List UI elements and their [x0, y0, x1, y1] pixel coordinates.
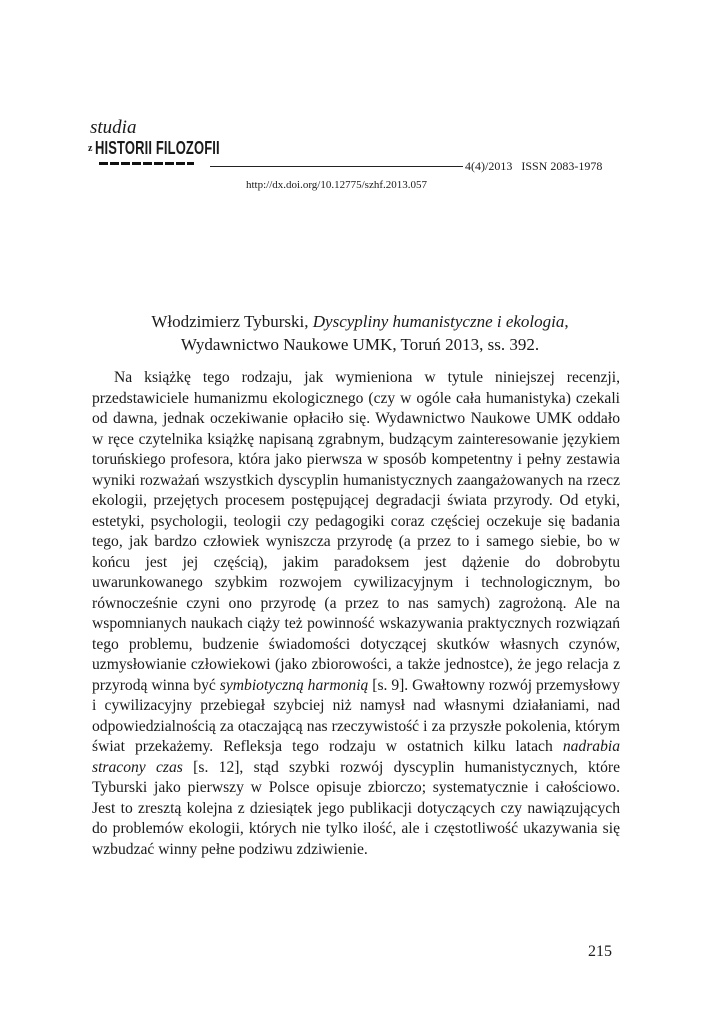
paragraph-text-c: [s. 12], stąd szybki rozwój dyscyplin humanistycznych, które Tyburski jako pierwszy w Polsce opisuje zbiorczo; systematycznie i całościowo. Jest to zresztą kolejna z dziesiątek jego publikacji dotyczących czy nawiązujących do problemów ekologii, których nie tylko ilość, ale i częstotliwość ukazywania się wzbudzać winny pełne podziwu zdziwienie. — [92, 758, 620, 858]
logo-title: HISTORII FILOZOFII — [95, 138, 221, 158]
paragraph-italic-2: nadrabia stracony czas — [92, 738, 620, 776]
doi-link[interactable]: http://dx.doi.org/10.12775/szhf.2013.057 — [246, 179, 427, 191]
logo-studia: studia — [90, 117, 137, 138]
logo-row — [88, 138, 221, 158]
citation-comma: , — [564, 312, 569, 331]
review-paragraph — [92, 368, 620, 860]
book-citation — [100, 310, 620, 356]
logo-z: z — [88, 143, 93, 154]
citation-author: Włodzimierz Tyburski, — [151, 312, 313, 331]
page-number: 215 — [588, 943, 612, 960]
paragraph-text-a: Na książkę tego rodzaju, jak wymieniona w tytule niniejszej recenzji, przedstawiciele humanizmu ekologicznego (czy w ogóle cała humanistyka) czekali od dawna, jednak oczekiwanie opłaciło się. Wydawnictwo Naukowe UMK oddało w ręce czytelnika książkę napisaną zgrabnym, budzącym zainteresowanie językiem toruńskiego profesora, która jako pierwsza w sposób kompetentny i pełny zestawia wyniki rozważań wszystkich dyscyplin humanistycznych zaangażowanych na rzecz ekologii, przejętych procesem postępującej degradacji świata przyrody. Od etyki, estetyki, psychologii, teologii czy pedagogiki coraz częściej oczekuje się badania tego, jak bardzo człowiek wyniszcza przyrodę (a przez to i samego siebie, bo w końcu jest jej częścią), jakim paradoksem jest dążenie do dobrobytu uwarunkowanego szybkim rozwojem cywilizacyjnym i technologicznym, bo równocześnie czyni ono przyrodę (a przez to nas samych) zagrożoną. Ale na wspomnianych naukach ciąży też powinność wskazywania praktycznych rozwiązań tego problemu, budzenie świadomości dotyczącej skutków własnych czynów, uzmysłowianie człowiekowi (jako zbiorowości, a także jednostce), że jego relacja z przyrodą winna być — [92, 369, 620, 694]
citation-line-1 — [100, 310, 620, 333]
paragraph-text-b: [s. 9]. Gwałtowny rozwój przemysłowy i cywilizacyjny przebiegał szybciej niż namysł nad własnymi działaniami, nad odpowiedzialnością za otaczającą nas rzeczywistość i za przyszłe pokolenia, którym świat przekażemy. Refleksja tego rodzaju w ostatnich kilku latach — [92, 676, 620, 755]
citation-title: Dyscypliny humanistyczne i ekologia — [312, 312, 565, 331]
journal-logo — [88, 117, 221, 158]
issue-info: 4(4)/2013 ISSN 2083-1978 — [465, 159, 603, 173]
header-rule — [210, 166, 463, 167]
citation-line-2: Wydawnictwo Naukowe UMK, Toruń 2013, ss. 392. — [180, 335, 540, 354]
logo-bar — [99, 162, 194, 165]
paragraph-italic-1: symbiotyczną harmonią — [219, 676, 369, 694]
